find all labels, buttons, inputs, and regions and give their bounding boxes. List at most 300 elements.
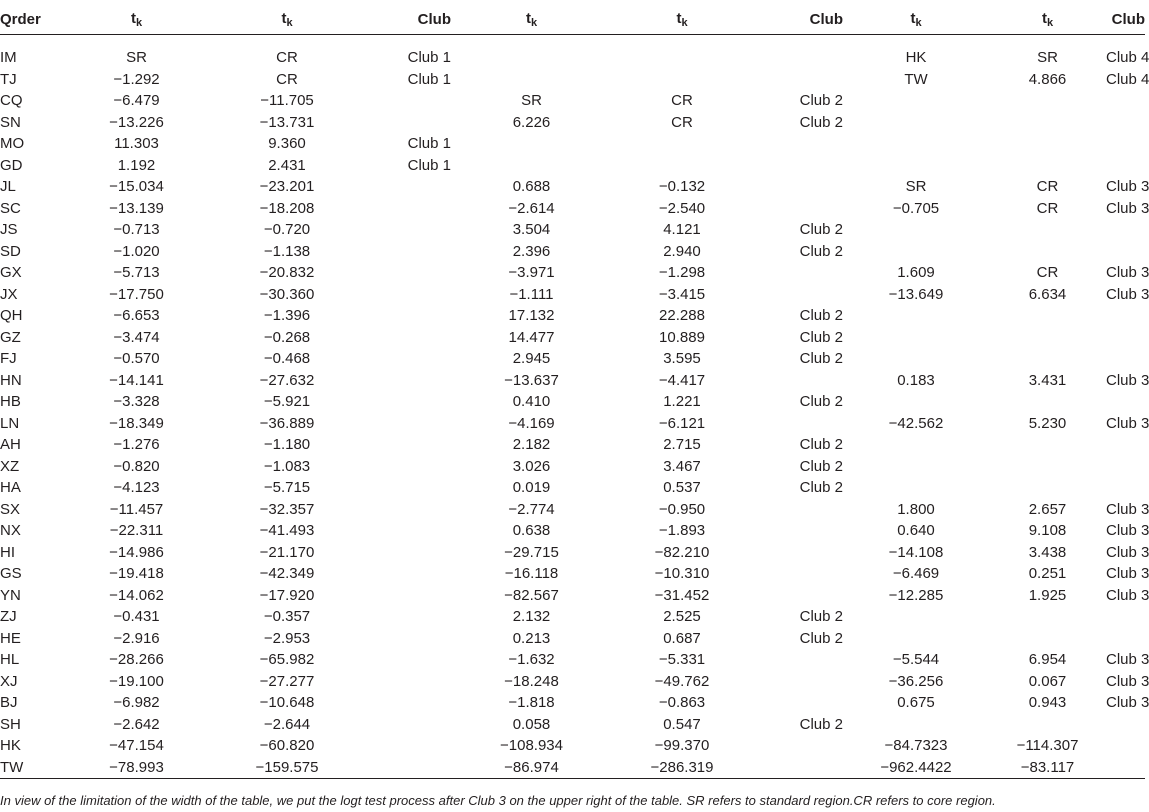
table-cell-tk-6 (989, 133, 1106, 155)
table-cell-tk-6 (989, 434, 1106, 456)
column-header-club-3 (1106, 4, 1145, 35)
table-cell-tk-1: −28.266 (109, 651, 164, 668)
table-cell-tk-1: −5.713 (113, 264, 160, 281)
table-cell-tk-5 (843, 90, 989, 112)
table-cell-club-1 (361, 327, 451, 349)
table-cell-club-2 (752, 47, 843, 69)
table-cell-tk-2: −41.493 (259, 522, 315, 539)
table-cell-tk-4: −5.331 (658, 651, 706, 668)
table-cell-tk-4: −1.893 (658, 522, 706, 539)
table-cell-tk-4 (612, 69, 752, 91)
table-cell-tk-1: −1.020 (113, 242, 160, 260)
table-cell-club-2: Club 2 (799, 393, 843, 410)
table-cell-tk-3: 0.688 (512, 178, 551, 195)
table-cell-tk-6 (989, 219, 1106, 241)
table-cell-club-2 (752, 69, 843, 91)
column-header-tk-1 (60, 4, 213, 35)
table-cell-club-3: Club 3 (1106, 672, 1149, 690)
table-cell-tk-5 (843, 327, 989, 349)
table-cell-club-1 (361, 735, 451, 757)
table-cell-tk-3: 0.213 (512, 629, 551, 647)
table-cell-tk-3 (451, 155, 612, 177)
table-cell-tk-4: 4.121 (663, 221, 701, 238)
table-cell-club-3 (1106, 348, 1145, 370)
table-cell-tk-3: 14.477 (508, 328, 555, 346)
table-row (0, 348, 1145, 370)
table-cell-tk-4: −82.210 (654, 543, 710, 561)
table-row (0, 456, 1145, 478)
table-cell-tk-2: −5.715 (263, 479, 311, 496)
table-cell-tk-4: 1.221 (663, 393, 701, 410)
table-cell-tk-1: −19.100 (109, 672, 164, 690)
table-cell-tk-3: −3.971 (508, 264, 555, 281)
table-cell-tk-3: −13.637 (504, 371, 559, 389)
table-cell-tk-5: 0.675 (897, 694, 935, 711)
table-cell-tk-2: −1.083 (263, 457, 311, 475)
table-cell-order: AH (0, 436, 21, 453)
table-cell-tk-6: 4.866 (1028, 70, 1067, 88)
table-spacer-row (0, 35, 1145, 48)
table-row (0, 606, 1145, 628)
table-cell-tk-5 (843, 391, 989, 413)
table-cell-tk-4: −99.370 (654, 737, 710, 754)
table-cell-club-2 (752, 649, 843, 671)
table-cell-tk-2: CR (276, 70, 298, 88)
table-cell-tk-5: −962.4422 (843, 757, 989, 779)
column-header-tk-5 (843, 4, 989, 35)
table-cell-tk-6: CR (1036, 199, 1059, 217)
table-cell-tk-5 (843, 477, 989, 499)
table-cell-club-2: Club 2 (799, 221, 843, 238)
table-row (0, 520, 1145, 542)
table-cell-club-1 (361, 241, 451, 263)
table-cell-tk-1: −14.062 (109, 586, 164, 604)
table-header-row (0, 4, 1145, 35)
table-cell-club-3: Club 3 (1106, 522, 1149, 539)
table-cell-tk-1: −1.276 (113, 436, 160, 453)
table-row (0, 671, 1145, 693)
table-cell-tk-2: −10.648 (259, 694, 315, 711)
table-cell-tk-3: 2.945 (512, 350, 551, 367)
column-header-text: Qrder (0, 10, 41, 28)
table-cell-tk-3: −1.632 (508, 651, 555, 668)
table-cell-club-2 (752, 413, 843, 435)
table-cell-tk-1: −2.916 (113, 629, 160, 647)
table-cell-tk-6 (989, 456, 1106, 478)
table-cell-order: HN (0, 371, 22, 389)
column-header-text: Club (809, 10, 843, 28)
table-cell-club-2: Club 2 (799, 113, 843, 131)
table-cell-club-3: Club 3 (1106, 500, 1149, 518)
table-cell-tk-4: −0.950 (658, 500, 706, 518)
table-cell-order: LN (0, 414, 20, 432)
table-cell-tk-1: −19.418 (109, 565, 164, 582)
table-row (0, 649, 1145, 671)
table-cell-tk-2: −0.268 (263, 328, 311, 346)
table-cell-tk-5 (843, 456, 989, 478)
column-header-text: t (130, 9, 136, 27)
column-header-text: t (1041, 9, 1047, 27)
table-cell-tk-5: −0.705 (892, 199, 940, 217)
table-cell-tk-1: −2.642 (113, 715, 160, 733)
table-row (0, 413, 1145, 435)
table-cell-club-2 (752, 542, 843, 564)
table-cell-club-1 (361, 348, 451, 370)
table-cell-club-3 (1106, 434, 1145, 456)
table-cell-order: ZJ (0, 608, 17, 625)
table-cell-club-2 (752, 735, 843, 757)
table-cell-tk-1: −6.982 (113, 694, 160, 711)
table-cell-club-2: Club 2 (799, 479, 843, 496)
table-cell-club-1 (361, 671, 451, 693)
column-header-subscript: k (135, 16, 143, 29)
table-cell-club-2: Club 2 (799, 92, 843, 109)
table-cell-club-2: Club 2 (799, 350, 843, 367)
table-cell-order: JL (0, 178, 16, 195)
table-cell-club-1 (361, 198, 451, 220)
table-row (0, 176, 1145, 198)
table-cell-tk-2: −2.953 (263, 629, 311, 647)
table-cell-club-2 (752, 499, 843, 521)
table-cell-order: HB (0, 393, 21, 410)
column-header-text: t (281, 9, 287, 27)
table-cell-club-1 (361, 649, 451, 671)
table-cell-club-3: Club 3 (1106, 285, 1149, 303)
table-cell-tk-4: −1.298 (658, 264, 706, 281)
table-cell-tk-4: −3.415 (658, 285, 706, 303)
table-row (0, 90, 1145, 112)
table-cell-tk-2: −13.731 (259, 113, 315, 131)
table-cell-club-3 (1106, 305, 1145, 327)
table-cell-order: IM (0, 49, 17, 66)
table-cell-tk-6: 6.954 (1028, 651, 1067, 668)
column-header-tk-2 (213, 4, 361, 35)
table-cell-tk-3: −29.715 (504, 543, 559, 561)
table-row (0, 112, 1145, 134)
table-cell-order: FJ (0, 350, 17, 367)
table-cell-club-3 (1106, 219, 1145, 241)
table-cell-tk-6 (989, 477, 1106, 499)
table-cell-club-1 (361, 262, 451, 284)
table-cell-club-3 (1106, 112, 1145, 134)
table-cell-club-2: Club 2 (799, 608, 843, 625)
table-cell-tk-6: 9.108 (1028, 522, 1067, 539)
table-row (0, 198, 1145, 220)
table-cell-tk-5 (843, 305, 989, 327)
column-header-club-1 (361, 4, 451, 35)
table-cell-tk-4: 2.525 (663, 608, 701, 625)
table-cell-club-1 (361, 434, 451, 456)
table-cell-club-2: Club 2 (799, 457, 843, 475)
column-header-tk-4 (612, 4, 752, 35)
table-cell-tk-1: −22.311 (109, 522, 164, 539)
table-cell-order: TJ (0, 70, 17, 88)
table-cell-tk-4: 22.288 (659, 307, 705, 324)
table-cell-club-2: Club 2 (799, 436, 843, 453)
table-cell-club-1 (361, 628, 451, 650)
table-cell-tk-1: −0.713 (113, 221, 160, 238)
table-cell-order: TW (0, 757, 60, 779)
table-cell-tk-5: 1.609 (897, 264, 935, 281)
table-cell-tk-3 (451, 69, 612, 91)
table-cell-club-3: Club 4 (1106, 49, 1149, 66)
table-cell-order: JS (0, 221, 18, 238)
table-cell-tk-2: −0.468 (263, 350, 311, 367)
table-cell-club-2 (752, 133, 843, 155)
table-cell-tk-4: −4.417 (658, 371, 706, 389)
table-cell-order: HE (0, 629, 21, 647)
table-cell-tk-4: −49.762 (654, 672, 710, 690)
table-row (0, 563, 1145, 585)
table-cell-club-1 (361, 176, 451, 198)
column-header-subscript: k (1046, 16, 1054, 29)
logt-test-table (0, 4, 1149, 779)
table-cell-tk-2: −0.720 (263, 221, 311, 238)
table-cell-tk-1: −0.431 (113, 608, 160, 625)
table-cell-club-3: Club 3 (1106, 651, 1149, 668)
table-cell-tk-5: −12.285 (888, 586, 944, 604)
table-cell-club-2: Club 2 (799, 307, 843, 324)
column-header-club-2 (752, 4, 843, 35)
table-cell-club-2: Club 2 (799, 242, 843, 260)
table-cell-tk-4: 0.537 (663, 479, 701, 496)
table-cell-tk-1: 1.192 (117, 156, 156, 174)
table-cell-order: XZ (0, 457, 20, 475)
table-cell-tk-3: 3.026 (512, 457, 551, 475)
table-cell-club-1 (361, 90, 451, 112)
table-cell-tk-3: −108.934 (500, 737, 563, 754)
table-cell-club-1 (361, 219, 451, 241)
column-header-text: t (676, 9, 682, 27)
table-cell-tk-6 (989, 305, 1106, 327)
table-cell-tk-5 (843, 133, 989, 155)
table-cell-tk-4: −6.121 (658, 414, 706, 432)
table-cell-tk-3: 0.410 (512, 393, 551, 410)
table-row (0, 241, 1145, 263)
table-cell-tk-3 (451, 47, 612, 69)
table-row (0, 757, 1145, 779)
table-cell-club-1 (361, 370, 451, 392)
table-cell-club-2: Club 2 (799, 629, 843, 647)
table-cell-club-2 (752, 284, 843, 306)
table-cell-order: GX (0, 264, 22, 281)
column-header-subscript: k (286, 16, 293, 29)
table-cell-order: MO (0, 135, 25, 152)
table-cell-tk-6 (989, 327, 1106, 349)
table-cell-tk-5: −6.469 (892, 565, 940, 582)
table-row (0, 262, 1145, 284)
column-header-text: t (910, 9, 916, 27)
table-cell-tk-6: SR (1037, 49, 1058, 66)
table-cell-order: GZ (0, 328, 21, 346)
table-cell-club-2 (752, 155, 843, 177)
table-cell-tk-6: −114.307 (1016, 737, 1079, 754)
table-cell-order: YN (0, 586, 21, 604)
table-cell-tk-6 (989, 90, 1106, 112)
table-cell-tk-6 (989, 241, 1106, 263)
table-cell-tk-6: 3.438 (1028, 543, 1067, 561)
table-cell-tk-1: −0.570 (113, 350, 160, 367)
table-cell-tk-6: 1.925 (1028, 586, 1067, 604)
table-cell-tk-2: −1.138 (263, 242, 311, 260)
table-cell-tk-3: 2.132 (512, 608, 551, 625)
table-cell-club-2 (752, 757, 843, 779)
table-row (0, 133, 1145, 155)
table-cell-club-1 (361, 757, 451, 779)
table-cell-order: CQ (0, 92, 23, 109)
table-cell-tk-2: −65.982 (259, 651, 315, 668)
table-cell-club-1 (361, 413, 451, 435)
table-cell-club-2 (752, 671, 843, 693)
table-cell-tk-6 (989, 348, 1106, 370)
table-cell-club-3 (1106, 391, 1145, 413)
table-cell-order: NX (0, 522, 21, 539)
table-cell-tk-3: −18.248 (504, 672, 559, 690)
table-cell-tk-3: 3.504 (512, 221, 551, 238)
table-cell-club-3: Club 3 (1106, 565, 1149, 582)
table-cell-tk-5: −42.562 (888, 414, 944, 432)
table-cell-tk-1: SR (126, 49, 147, 66)
table-cell-club-3 (1106, 628, 1145, 650)
table-cell-club-2 (752, 176, 843, 198)
table-cell-tk-1: −13.139 (109, 199, 164, 217)
table-cell-club-1 (361, 456, 451, 478)
table-cell-tk-1: −11.457 (109, 500, 164, 518)
table-cell-tk-4: 3.467 (663, 457, 701, 475)
table-row (0, 327, 1145, 349)
table-cell-club-3 (1106, 241, 1145, 263)
table-cell-tk-5: 0.640 (897, 522, 935, 539)
table-cell-club-1 (361, 112, 451, 134)
table-cell-tk-6 (989, 391, 1106, 413)
table-cell-tk-3: −1.818 (508, 694, 555, 711)
table-cell-tk-5: −13.649 (888, 285, 944, 303)
table-cell-tk-6: CR (1036, 178, 1059, 195)
table-row (0, 305, 1145, 327)
table-cell-tk-5 (843, 434, 989, 456)
table-row (0, 714, 1145, 736)
table-cell-tk-6 (989, 606, 1106, 628)
table-cell-tk-1: −13.226 (109, 113, 164, 131)
table-cell-club-3: Club 3 (1106, 414, 1149, 432)
table-cell-club-1 (361, 542, 451, 564)
table-cell-order: QH (0, 307, 23, 324)
column-header-subscript: k (530, 16, 538, 29)
table-cell-order: GS (0, 565, 22, 582)
table-cell-tk-3: 6.226 (512, 113, 551, 131)
table-cell-tk-4: −31.452 (654, 586, 710, 604)
table-row (0, 391, 1145, 413)
table-cell-tk-1: −3.474 (113, 328, 160, 346)
table-cell-tk-2: −1.180 (263, 436, 311, 453)
table-cell-tk-1: −47.154 (109, 737, 164, 754)
table-cell-tk-3: −82.567 (504, 586, 559, 604)
table-cell-tk-3: 2.182 (512, 436, 551, 453)
table-cell-tk-2: −0.357 (263, 608, 311, 625)
table-cell-tk-5: −14.108 (888, 543, 944, 561)
table-cell-club-3 (1106, 327, 1145, 349)
table-cell-tk-3: −4.169 (508, 414, 555, 432)
table-cell-tk-6 (989, 155, 1106, 177)
table-cell-club-3 (1106, 757, 1145, 779)
table-cell-tk-5: SR (905, 178, 927, 195)
table-cell-club-2 (752, 520, 843, 542)
table-cell-tk-4: −0.863 (658, 694, 706, 711)
table-cell-club-3 (1106, 155, 1145, 177)
table-row (0, 499, 1145, 521)
table-cell-tk-3: −16.118 (504, 565, 559, 582)
table-cell-club-1 (361, 477, 451, 499)
table-cell-tk-4: −0.132 (658, 178, 706, 195)
table-row (0, 477, 1145, 499)
table-cell-club-2: Club 2 (799, 328, 843, 346)
table-cell-tk-5: TW (904, 70, 928, 88)
table-cell-tk-4 (612, 133, 752, 155)
table-cell-club-3: Club 3 (1106, 199, 1149, 217)
spacer-cell (0, 35, 1145, 48)
table-cell-tk-4: 0.687 (663, 629, 701, 647)
table-cell-tk-3: −86.974 (451, 757, 612, 779)
table-cell-tk-4: 3.595 (663, 350, 701, 367)
table-cell-club-3: Club 4 (1106, 70, 1149, 88)
table-cell-order: SX (0, 500, 21, 518)
table-cell-tk-5 (843, 155, 989, 177)
table-cell-tk-1: −0.820 (113, 457, 160, 475)
table-cell-tk-5: −36.256 (888, 672, 944, 690)
table-cell-tk-3: 0.019 (512, 479, 551, 496)
table-cell-club-2 (752, 585, 843, 607)
table-cell-tk-4: CR (671, 113, 693, 131)
table-cell-club-1 (361, 563, 451, 585)
table-cell-tk-2: −42.349 (259, 565, 315, 582)
table-cell-club-3 (1106, 90, 1145, 112)
table-cell-order: JX (0, 285, 18, 303)
table-cell-club-3: Club 3 (1106, 264, 1149, 281)
column-header-subscript: k (915, 16, 922, 29)
table-cell-tk-1: −17.750 (109, 285, 164, 303)
table-cell-tk-4: 2.940 (663, 242, 701, 260)
table-cell-tk-5 (843, 628, 989, 650)
table-cell-tk-5 (843, 606, 989, 628)
table-cell-club-1 (361, 585, 451, 607)
table-cell-tk-3: −2.614 (508, 199, 555, 217)
table-row (0, 628, 1145, 650)
table-cell-order: SN (0, 113, 21, 131)
table-cell-tk-2: −60.820 (259, 737, 315, 754)
table-cell-tk-2: 2.431 (268, 156, 306, 174)
table-cell-tk-1: −4.123 (113, 479, 160, 496)
table-cell-club-1: Club 1 (407, 135, 451, 152)
table-cell-club-1 (361, 499, 451, 521)
table-cell-club-3 (1106, 477, 1145, 499)
table-cell-club-3 (1106, 456, 1145, 478)
column-header-subscript: k (681, 16, 688, 29)
table-cell-tk-5 (843, 219, 989, 241)
table-cell-tk-4: 0.547 (663, 715, 701, 733)
table-cell-order: SC (0, 199, 21, 217)
table-cell-club-3: Club 3 (1106, 371, 1149, 389)
table-cell-tk-5 (843, 241, 989, 263)
table-row (0, 434, 1145, 456)
column-header-text: Club (417, 10, 451, 28)
table-cell-tk-1: 11.303 (114, 135, 159, 152)
table-cell-tk-5 (843, 112, 989, 134)
table-body (0, 35, 1149, 779)
table-cell-club-3 (1106, 606, 1145, 628)
table-cell-tk-2: −21.170 (259, 543, 315, 561)
table-row (0, 155, 1145, 177)
table-footnote: In view of the limitation of the width of the table, we put the logt test process after Club 3 on the upper right of the table. SR refers to standard region.CR refers to core region. (0, 793, 996, 808)
